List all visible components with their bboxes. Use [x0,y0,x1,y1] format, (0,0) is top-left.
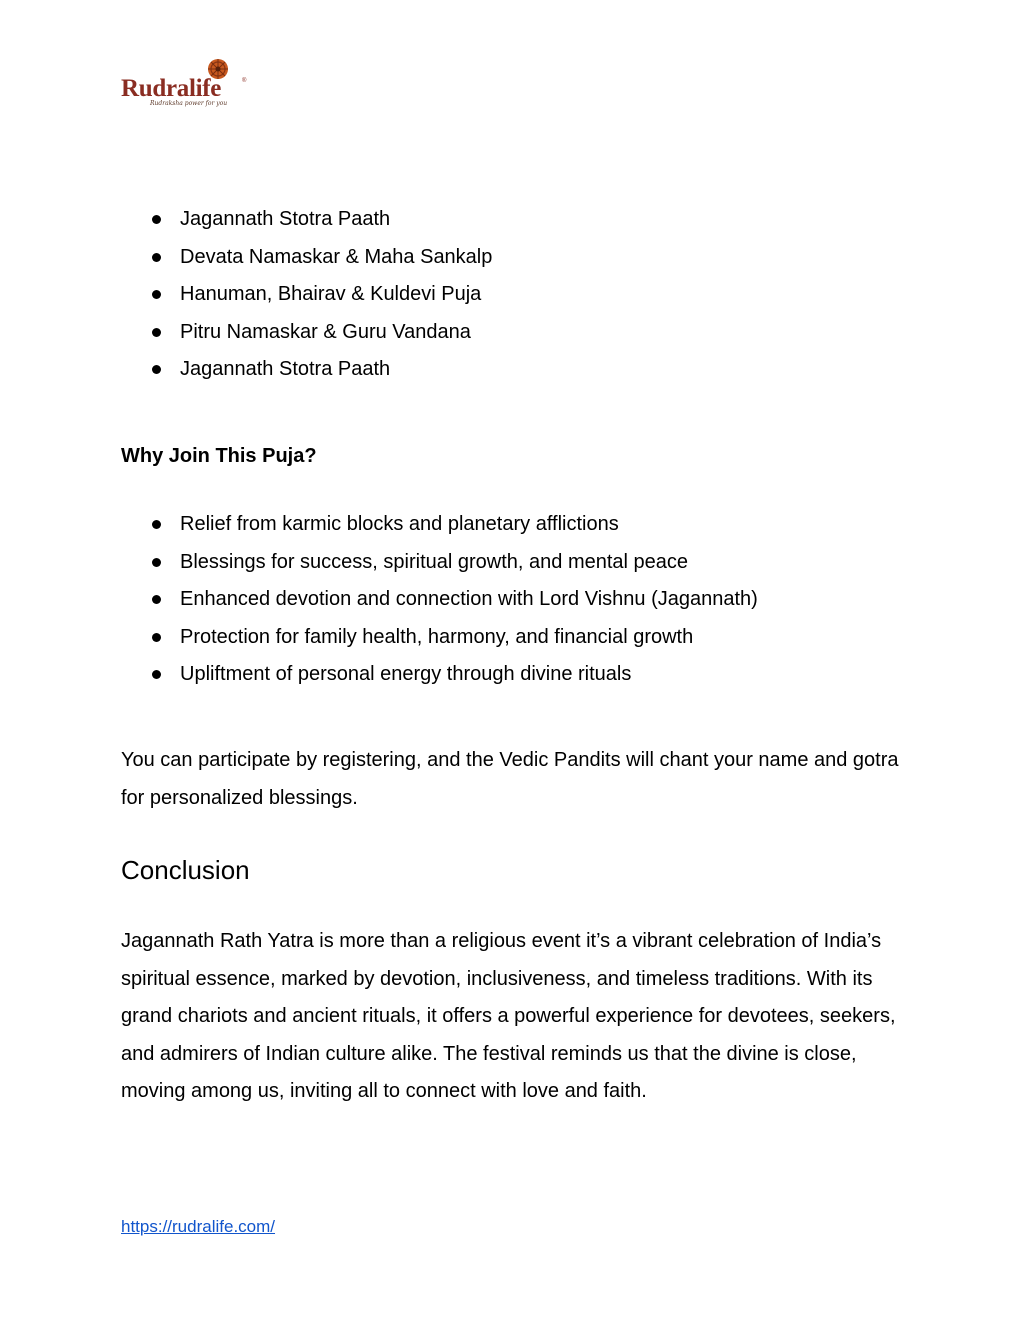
list-item-text: Blessings for success, spiritual growth, and mental peace [180,550,689,573]
list-item-text: Protection for family health, harmony, and financial growth [180,625,694,648]
bullet-icon [152,328,161,337]
list-item-text: Jagannath Stotra Paath [180,358,391,381]
list-item [121,314,492,352]
list-item [121,619,758,657]
list-item-text: Pitru Namaskar & Guru Vandana [180,320,471,343]
website-link[interactable]: https://rudralife.com/ [121,1217,276,1236]
logo-registered-mark: ® [242,78,247,84]
bullet-icon [152,558,161,567]
rudralife-logo [121,58,261,110]
logo-wordmark: Rudralife [121,75,222,102]
list-item [121,656,758,694]
benefits-list [121,506,758,694]
list-item-text: Relief from karmic blocks and planetary afflictions [180,513,619,535]
conclusion-heading: Conclusion [121,855,250,885]
list-item [121,544,758,582]
bullet-icon [152,365,161,374]
list-item [121,276,492,314]
participation-paragraph: You can participate by registering, and the Vedic Pandits will chant your name and gotra for personalized blessings. [121,749,899,809]
bullet-icon [152,633,161,642]
list-item [121,581,758,619]
why-join-heading: Why Join This Puja? [121,445,317,467]
bullet-icon [152,595,161,604]
bullet-icon [152,215,161,224]
logo-tagline: Rudraksha power for you [150,100,228,107]
list-item [121,506,758,544]
bullet-icon [152,520,161,529]
conclusion-paragraph: Jagannath Rath Yatra is more than a religious event it’s a vibrant celebration of India’s spiritual essence, marked by devotion, inclusiveness, and timeless traditions. With its grand chariots and ancient rituals, it offers a powerful experience for devotees, seekers, and admirers of Indian culture alike. The festival reminds us that the divine is close, moving among us, inviting all to connect with love and faith. [121,930,896,1103]
bullet-icon [152,290,161,299]
list-item-text: Upliftment of personal energy through divine rituals [180,663,632,686]
bullet-icon [152,253,161,262]
list-item-text: Hanuman, Bhairav & Kuldevi Puja [180,283,482,306]
ritual-list [121,201,492,389]
list-item-text: Devata Namaskar & Maha Sankalp [180,245,493,268]
bullet-icon [152,670,161,679]
list-item [121,201,492,239]
list-item [121,239,492,277]
list-item [121,351,492,389]
list-item-text: Jagannath Stotra Paath [180,208,391,230]
list-item-text: Enhanced devotion and connection with Lord Vishnu (Jagannath) [180,588,758,611]
